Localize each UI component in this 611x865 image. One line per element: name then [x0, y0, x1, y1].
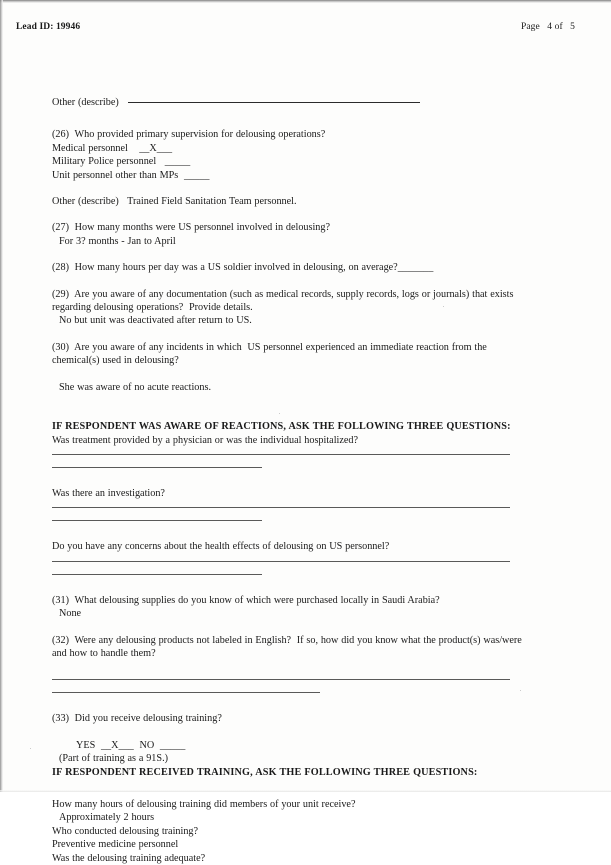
- reactions-question-2-text: Was there an investigation?: [52, 487, 165, 499]
- reactions-question-1-text: Was treatment provided by a physician or was the individual hospitalized?: [52, 434, 359, 446]
- question-29-text-line-1: (29) Are you aware of any documentation (such as medical records, supply records, logs or journals) that exists: [52, 288, 514, 300]
- page-header: [16, 22, 581, 38]
- reactions-question-3-text: Do you have any concerns about the health effects of delousing on US personnel?: [52, 541, 390, 553]
- reactions-question-3-answer-lines: [52, 561, 562, 575]
- reactions-question-1-answer-lines: [52, 454, 562, 468]
- scan-edge-artifact-top: [0, 0, 611, 3]
- other-describe-label: Other (describe): [52, 97, 119, 108]
- scan-edge-artifact-left: [0, 0, 3, 792]
- question-30-answer: She was aware of no acute reactions.: [59, 381, 212, 393]
- training-question-2-text: Who conducted delousing training?: [52, 825, 199, 837]
- training-question-3-text: Was the delousing training adequate?: [52, 852, 206, 864]
- question-32-answer-lines: [52, 679, 562, 693]
- question-32-text-line-2: and how to handle them?: [52, 647, 156, 659]
- training-section-instruction: IF RESPONDENT RECEIVED TRAINING, ASK THE FOLLOWING THREE QUESTIONS:: [52, 766, 478, 778]
- question-26-option-medical-personnel[interactable]: Medical personnel __X___: [52, 142, 173, 154]
- question-31-text: (31) What delousing supplies do you know of which were purchased locally in Saudi Arabia?: [52, 594, 440, 606]
- question-33-yes-no-row[interactable]: YES __X___ NO _____: [76, 739, 186, 751]
- question-30-text-line-2: chemical(s) used in delousing?: [52, 355, 179, 367]
- scan-speck: [30, 748, 31, 749]
- document-body: [52, 96, 562, 865]
- other-describe-fill-rule[interactable]: [128, 102, 420, 103]
- page-number-label: Page 4 of 5: [520, 22, 575, 32]
- question-32-text-line-1: (32) Were any delousing products not labeled in English? If so, how did you know what the product(s) was/were: [52, 634, 522, 646]
- reactions-section-instruction: IF RESPONDENT WAS AWARE OF REACTIONS, ASK THE FOLLOWING THREE QUESTIONS:: [52, 421, 511, 433]
- answer-rule-short[interactable]: [52, 692, 320, 693]
- question-29-text-line-2: regarding delousing operations? Provide details.: [52, 302, 253, 314]
- answer-rule-short[interactable]: [52, 574, 262, 575]
- lead-id-label: Lead ID: 19946: [16, 22, 81, 32]
- question-31-answer: None: [59, 608, 82, 620]
- question-26-option-military-police-personnel[interactable]: Military Police personnel _____: [52, 156, 191, 168]
- question-29-answer: No but unit was deactivated after return to US.: [59, 315, 252, 327]
- question-30-text-line-1: (30) Are you aware of any incidents in which US personnel experienced an immediate reaction from the: [52, 341, 487, 353]
- training-question-1-answer: Approximately 2 hours: [59, 812, 155, 824]
- question-26-option-unit-personnel-other-than-mps[interactable]: Unit personnel other than MPs _____: [52, 169, 210, 181]
- question-26-other-describe-answer: Other (describe) Trained Field Sanitation Team personnel.: [52, 196, 297, 208]
- question-33-note: (Part of training as a 91S.): [59, 753, 169, 765]
- question-33-text: (33) Did you receive delousing training?: [52, 713, 222, 725]
- question-28-text: (28) How many hours per day was a US soldier involved in delousing, on average?_______: [52, 262, 434, 274]
- training-question-1-text: How many hours of delousing training did members of your unit receive?: [52, 798, 356, 810]
- answer-rule-short[interactable]: [52, 467, 262, 468]
- reactions-question-2-answer-lines: [52, 507, 562, 521]
- training-question-2-answer: Preventive medicine personnel: [52, 839, 179, 851]
- question-26-text: (26) Who provided primary supervision for delousing operations?: [52, 129, 326, 141]
- question-27-answer: For 3? months - Jan to April: [59, 235, 176, 247]
- other-describe-blank-row: [52, 96, 562, 109]
- question-27-text: (27) How many months were US personnel involved in delousing?: [52, 222, 331, 234]
- answer-rule-short[interactable]: [52, 520, 262, 521]
